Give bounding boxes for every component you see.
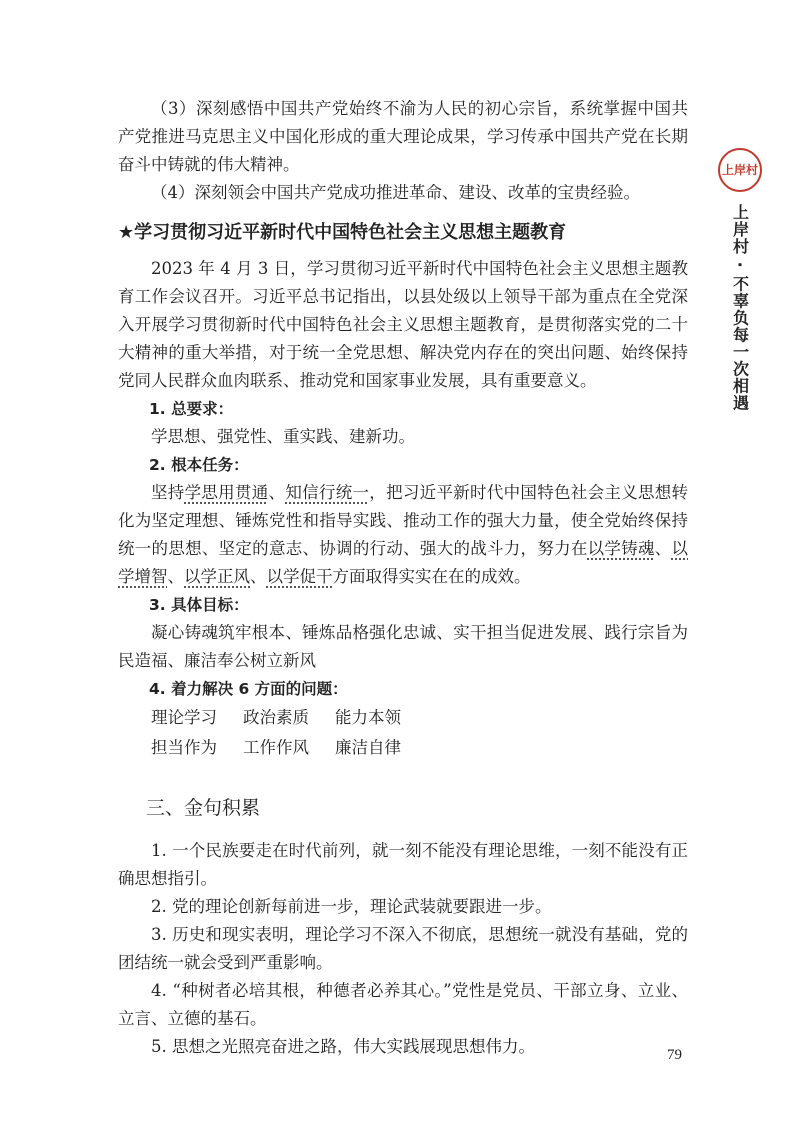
requirements-title: 1. 总要求： [149,400,234,418]
quote-5: 5. 思想之光照亮奋进之路，伟大实践展现思想伟力。 [151,1037,535,1056]
intro-paragraph: 2023 年 4 月 3 日，学习贯彻习近平新时代中国特色社会主义思想主题教育工作会议召开。习近平总书记指出，以县处级以上领导干部为重点在全党深入开展学习贯彻新时代中国特色社会主义思想主题教育，是贯彻落实党的二十大精神的重大举措，对于统一全党思想、解决党内存在的突出问题、始终保持党同人民群众血肉联系、推动党和国家事业发展，具有重要意义。 [118,259,688,390]
emphasis-1: 学思用贯通 [184,483,269,502]
problems-row-2 [118,733,688,763]
requirements-text: 学思想、强党性、重实践、建新功。 [151,427,415,446]
problem-item: 能力本领 [335,708,401,727]
problems-row-1 [118,703,688,733]
emphasis-5: 以学正风 [184,567,250,586]
goals-title: 3. 具体目标： [149,596,249,614]
problem-item: 担当作为 [151,738,217,757]
problem-item: 工作作风 [243,738,309,757]
goals-text: 凝心铸魂筑牢根本、锤炼品格强化忠诚、实干担当促进发展、践行宗旨为民造福、廉洁奉公树立新风 [118,623,688,670]
page-number: 79 [667,1047,682,1063]
sidebar-brand [716,148,764,411]
intro-item-4: （4）深刻领会中国共产党成功推进革命、建设、改革的宝贵经验。 [151,183,640,202]
task-text: 坚持学思用贯通、知信行统一，把习近平新时代中国特色社会主义思想转化为坚定理想、锤炼党性和指导实践、推动工作的强大力量，使全党始终保持统一的思想、坚定的意志、协调的行动、强大的战斗力，努力在以学铸魂、以学增智、以学正风、以学促干方面取得实实在在的成效。 [118,483,689,586]
sidebar-motto: 上岸村 · 不辜负每一次相遇 [730,204,750,412]
problems-title: 4. 着力解决 6 方面的问题： [149,680,348,698]
emphasis-6: 以学促干 [266,567,333,586]
quote-1: 1. 一个民族要走在时代前列，就一刻不能没有理论思维，一刻不能没有正确思想指引。 [118,841,688,888]
seal-logo: 上岸村 [718,148,762,192]
section-title: 三、金句积累 [146,797,261,819]
problem-item: 廉洁自律 [335,738,401,757]
quote-4: 4. “种树者必培其根，种德者必养其心。”党性是党员、干部立身、立业、立言、立德的基石。 [118,981,688,1028]
problem-item: 政治素质 [243,708,309,727]
emphasis-2: 知信行统一 [285,483,370,502]
problem-item: 理论学习 [151,708,217,727]
section-heading: ★学习贯彻习近平新时代中国特色社会主义思想主题教育 [118,222,567,243]
quote-2: 2. 党的理论创新每前进一步，理论武装就要跟进一步。 [151,897,552,916]
emphasis-4: 以学增智 [118,539,689,586]
emphasis-3: 以学铸魂 [587,539,655,558]
quote-3: 3. 历史和现实表明，理论学习不深入不彻底，思想统一就没有基础，党的团结统一就会受到严重影响。 [118,925,688,972]
intro-item-3: （3）深刻感悟中国共产党始终不渝为人民的初心宗旨，系统掌握中国共产党推进马克思主义中国化形成的重大理论成果，学习传承中国共产党在长期奋斗中铸就的伟大精神。 [118,99,688,174]
page-body [118,95,688,1061]
task-title: 2. 根本任务： [149,456,249,474]
